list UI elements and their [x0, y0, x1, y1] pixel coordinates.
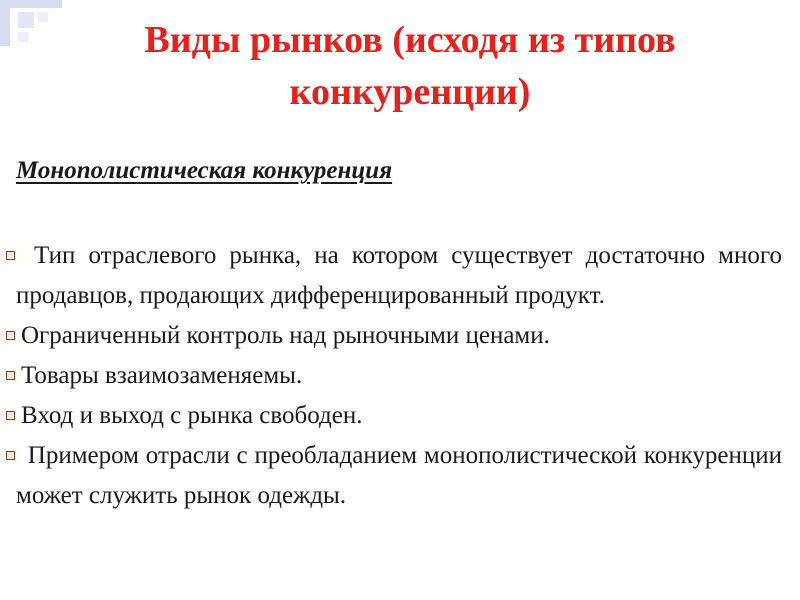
- square-bullet-icon: [6, 331, 15, 340]
- bullet-text: Товары взаимозаменяемы.: [21, 362, 303, 389]
- bullet-item-price-control: [16, 316, 782, 356]
- bullet-text: Вход и выход с рынка свободен.: [21, 402, 363, 429]
- bullet-item-entry-exit: [16, 396, 782, 436]
- bullet-item-substitutes: [16, 356, 782, 396]
- bullet-list: [16, 236, 782, 516]
- bullet-text: Ограниченный контроль над рыночными ценами.: [21, 322, 550, 349]
- square-bullet-icon: [6, 371, 15, 380]
- section-subtitle: Монополистическая конкуренция: [16, 157, 393, 184]
- square-bullet-icon: [6, 451, 15, 460]
- bullet-text: Примером отрасли с преобладанием монополистической конкуренции может служить рынок одежды.: [16, 442, 782, 509]
- bullet-item-definition: [16, 236, 782, 316]
- square-bullet-icon: [6, 411, 15, 420]
- bullet-item-example: [16, 436, 782, 516]
- bullet-text: Тип отраслевого рынка, на котором существует достаточно много продавцов, продающих дифференцированный продукт.: [16, 242, 782, 309]
- slide-title: Виды рынков (исходя из типов конкуренции): [144, 19, 676, 113]
- square-bullet-icon: [6, 251, 15, 260]
